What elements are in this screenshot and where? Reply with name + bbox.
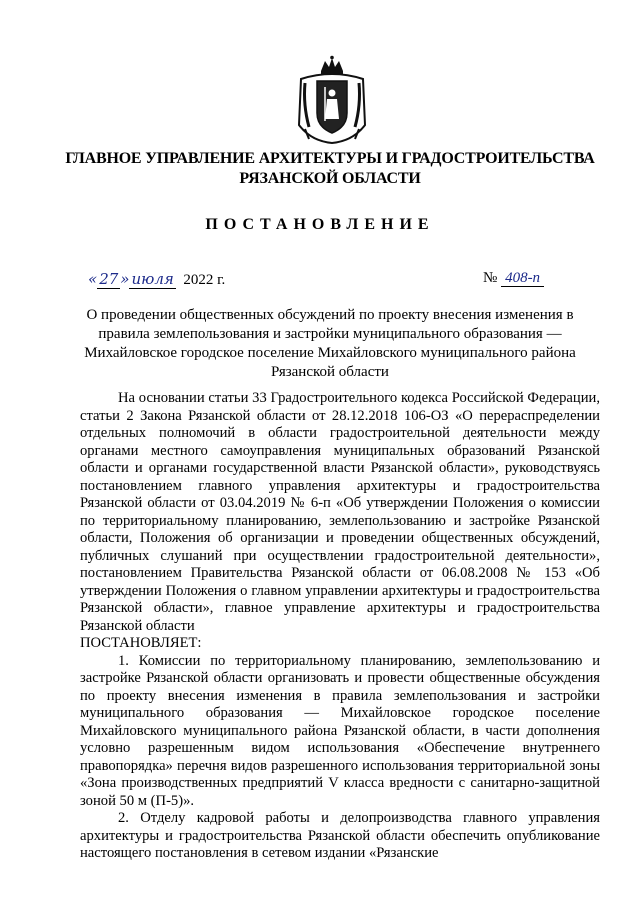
organization-region: РЯЗАНСКОЙ ОБЛАСТИ	[239, 170, 421, 187]
number-value: 408-п	[501, 270, 544, 287]
date-month: июля	[131, 270, 174, 288]
document-type-title: ПОСТАНОВЛЕНИЕ	[205, 216, 435, 233]
document-subject: О проведении общественных обсуждений по проекту внесения изменения в правила землепользования и застройки муниципального образования — Михайловское городское поселение Михайловского муниципального района Рязанской области	[84, 307, 576, 380]
document-number	[483, 270, 544, 287]
date-year: 2022 г.	[183, 272, 226, 288]
coat-of-arms-icon	[295, 55, 369, 145]
resolves-heading: ПОСТАНОВЛЯЕТ:	[80, 635, 202, 651]
organization-name: ГЛАВНОЕ УПРАВЛЕНИЕ АРХИТЕКТУРЫ И ГРАДОСТРОИТЕЛЬСТВА	[65, 150, 595, 167]
date-close-quote: »	[120, 270, 130, 288]
date-open-quote: «	[88, 270, 98, 288]
item-1-paragraph: 1. Комиссии по территориальному планированию, землепользованию и застройке Рязанской области организовать и провести общественные обсуждения по проекту внесения изменения в правила землепользования и застройки муниципального образования — Михайловское городское поселение Михайловского муниципального района Рязанской области, в части дополнения условно разрешенным видом использования «Обеспечение внутреннего правопорядка» перечня видов разрешенного использования территориальной зоны «Зона производственных предприятий V класса вредности с санитарно-защитной зоной 50 м (П-5)».	[80, 652, 600, 809]
date-day: 27	[99, 270, 119, 288]
document-body	[80, 390, 600, 863]
number-prefix: №	[483, 270, 498, 286]
preamble-paragraph: На основании статьи 33 Градостроительного кодекса Российской Федерации, статьи 2 Закона Рязанской области от 28.12.2018 106-ОЗ «О перераспределении отдельных полномочий в области градостроительной деятельности между органами местного самоуправления муниципальных образований Рязанской области и органами государственной власти Рязанской области», руководствуясь постановлением главного управления архитектуры и градостроительства Рязанской области от 03.04.2019 № 6-п «Об утверждении Положения о комиссии по территориальному планированию, землепользованию и застройке Рязанской области, Положения об организации и проведении общественных обсуждений, публичных слушаний при осуществлении градостроительной деятельности», постановлением Правительства Рязанской области от 06.08.2008 № 153 «Об утверждении Положения о главном управлении архитектуры и градостроительства Рязанской области», главное управление архитектуры и градостроительства Рязанской области	[80, 390, 600, 634]
item-2-paragraph: 2. Отделу кадровой работы и делопроизводства главного управления архитектуры и градостроительства Рязанской области обеспечить опубликование настоящего постановления в сетевом издании «Рязанские	[80, 810, 600, 861]
document-date	[88, 270, 225, 289]
